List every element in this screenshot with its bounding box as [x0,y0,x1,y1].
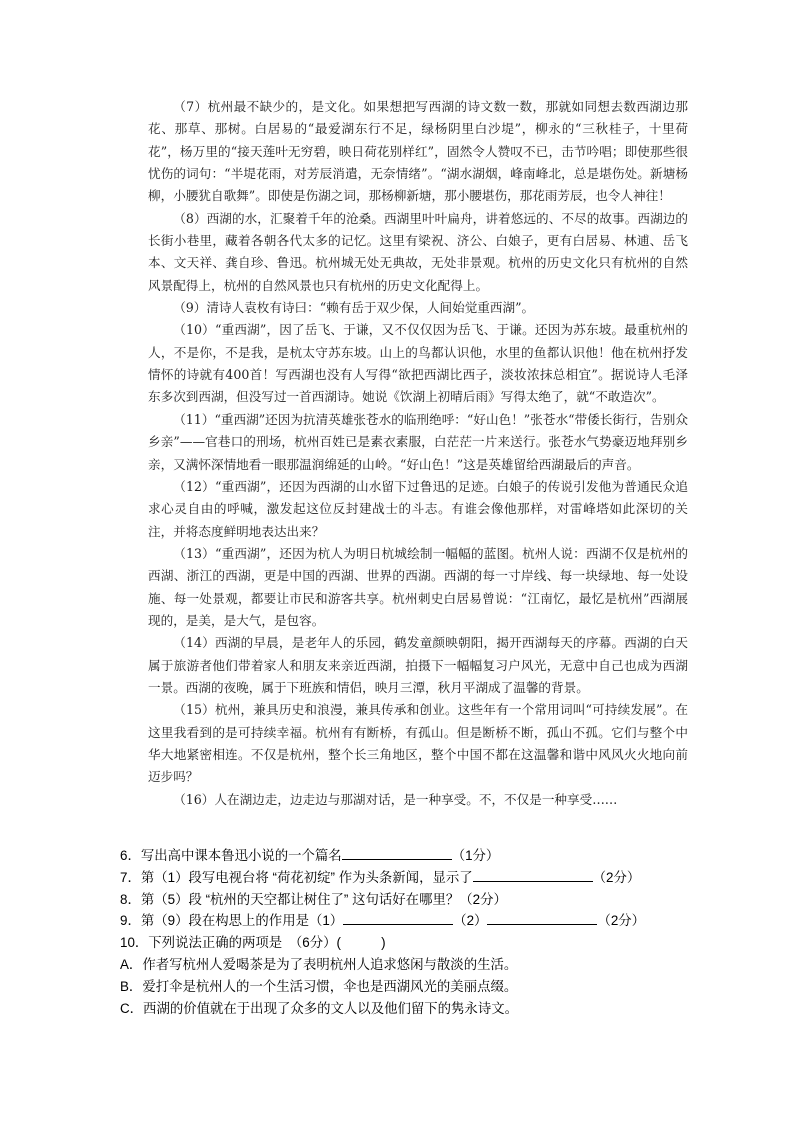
question-6 [120,845,700,867]
question-7-score: （2分） [592,869,641,885]
answer-blank-6[interactable] [342,845,452,860]
question-10-text: 10．下列说法正确的两项是 （6分）( ) [120,935,386,951]
question-9 [120,910,700,932]
option-c: C．西湖的价值就在于出现了众多的文人以及他们留下的隽永诗文。 [120,1000,518,1016]
question-6-text: 6．写出高中课本鲁迅小说的一个篇名 [120,848,342,863]
paragraph-13: （13）“重西湖”，还因为杭人为明日杭城绘制一幅幅的蓝图。杭州人说：西湖不仅是杭州的西湖、浙江的西湖，更是中国的西湖、世界的西湖。西湖的每一寸岸线、每一块绿地、每一处设施、每一处景观，都要让市民和游客共享。杭州刺史白居易曾说：“江南忆，最忆是杭州”西湖展现的，是美，是大气，是包容。 [148,545,688,628]
answer-blank-9-1[interactable] [343,910,453,925]
paragraph-10: （10）“重西湖”，因了岳飞、于谦，又不仅仅因为岳飞、于谦。还因为苏东坡。最重杭州的人，不是你，不是我，是杭太守苏东坡。山上的鸟都认识他，水里的鱼都认识他！他在杭州抒发情怀的诗就有400首！写西湖也没有人写得“欲把西湖比西子，淡妆浓抹总相宜”。据说诗人毛泽东多次到西湖，但没写过一首西湖诗。她说《饮湖上初晴后雨》写得太绝了，就“不敢造次”。 [148,322,688,405]
question-8-text: 8．第（5）段 “杭州的天空都让树住了” 这句话好在哪里？（2分） [120,891,507,907]
paragraph-7: （7）杭州最不缺少的，是文化。如果想把写西湖的诗文数一数，那就如同想去数西湖边那花、那草、那树。白居易的“最爱湖东行不足，绿杨阴里白沙堤”，柳永的“三秋桂子，十里荷花”，杨万里的“接天莲叶无穷碧，映日荷花别样红”，固然令人赞叹不已，击节吟唱；即使那些很忧伤的词句：“半堤花雨，对芳辰消遣，无奈情绪”。“湖水湖烟，峰南峰北，总是堪伤处。新塘杨柳，小腰犹自歌舞”。即使是伤湖之词，那杨柳新塘，那小腰堪伤，那花雨芳辰，也令人神往！ [148,99,688,204]
paragraph-14: （14）西湖的早晨，是老年人的乐园，鹤发童颜映朝阳，揭开西湖每天的序幕。西湖的白天属于旅游者他们带着家人和朋友来亲近西湖，拍摄下一幅幅复习户风光，无意中自己也成为西湖一景。西湖的夜晚，属于下班族和情侣，映月三潭，秋月平湖成了温馨的背景。 [148,635,688,695]
question-10 [120,932,700,954]
answer-blank-9-2[interactable] [487,910,597,925]
paragraph-16: （16）人在湖边走，边走边与那湖对话，是一种享受。不，不仅是一种享受…… [173,791,618,807]
paragraph-12: （12）“重西湖”，还因为西湖的山水留下过鲁迅的足迹。白娘子的传说引发他为普通民众追求心灵自由的呼喊，激发起这位反封建战士的斗志。有谁会像他那样，对雷峰塔如此深切的关注，并将态度鲜明地表达出来？ [148,478,688,539]
reading-passage [148,96,688,811]
question-8 [120,889,700,911]
paragraph-8: （8）西湖的水，汇聚着千年的沧桑。西湖里叶叶扁舟，讲着悠远的、不尽的故事。西湖边的长街小巷里，藏着各朝各代太多的记忆。这里有梁祝、济公、白娘子，更有白居易、林逋、岳飞本、文天祥、龚自珍、鲁迅。杭州城无处无典故，无处非景观。杭州的历史文化只有杭州的自然风景配得上，杭州的自然风景也只有杭州的历史文化配得上。 [148,210,688,293]
paragraph-11: （11）“重西湖”还因为抗清英雄张苍水的临刑绝呼：“好山色！”张苍水“带倭长街行，告别众乡亲”——官巷口的刑场，杭州百姓已是素衣素服，白茫茫一片来送行。张苍水气势豪迈地拜别乡亲，又满怀深情地看一眼那温润绵延的山岭。“好山色！”这是英雄留给西湖最后的声音。 [148,411,688,472]
question-9-score: （2分） [597,913,646,929]
question-section [120,845,700,1019]
question-7 [120,867,700,889]
option-b: B．爱打伞是杭州人的一个生活习惯，伞也是西湖风光的美丽点缀。 [120,978,518,994]
question-7-text: 7．第（1）段写电视台将 “荷花初绽” 作为头条新闻，显示了 [120,869,473,885]
question-9-text: 9．第（9）段在构思上的作用是（1） [120,913,344,929]
option-a: A．作者写杭州人爱喝茶是为了表明杭州人追求悠闲与散淡的生活。 [120,956,518,972]
paragraph-15: （15）杭州，兼具历史和浪漫，兼具传承和创业。这些年有一个常用词叫“可持续发展”。在这里我看到的是可持续幸福。杭州有有断桥，有孤山。但是断桥不断，孤山不孤。它们与整个中华大地紧密相连。不仅是杭州，整个长三角地区，整个中国不都在这温馨和谐中风风火火地向前迈步吗？ [148,702,688,785]
paragraph-9: （9）清诗人袁枚有诗曰：“赖有岳于双少保，人间始觉重西湖”。 [173,300,535,316]
answer-blank-7[interactable] [473,867,593,882]
question-6-score: （1分） [451,848,500,863]
question-9-mid: （2） [453,913,488,929]
